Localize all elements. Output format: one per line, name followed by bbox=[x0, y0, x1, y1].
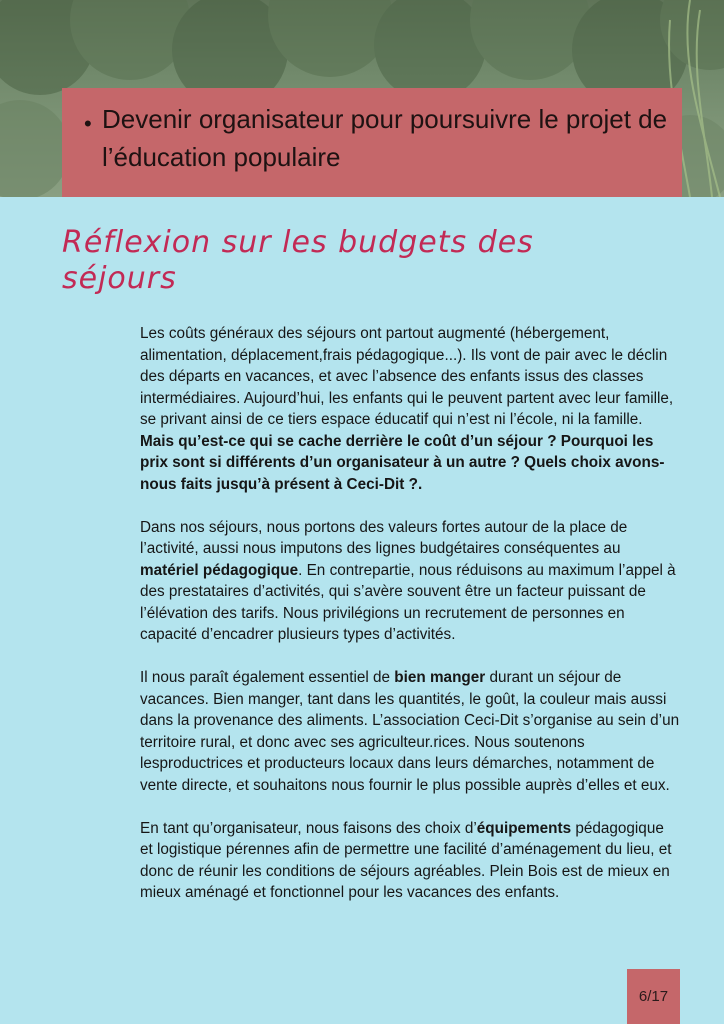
paragraph-intro bbox=[140, 323, 680, 495]
section-title: Réflexion sur les budgets des séjours bbox=[62, 225, 534, 296]
section-banner bbox=[62, 88, 682, 197]
paragraph-manger bbox=[140, 667, 680, 796]
banner-text: Devenir organisateur pour poursuivre le projet de l’éducation populaire bbox=[102, 104, 668, 172]
paragraph-intro-text: Les coûts généraux des séjours ont partout augmenté (hébergement, alimentation, déplacement,frais pédagogique...). Ils vont de pair avec le déclin des départs en vacances, et avec l’absence des enfants issus des classes intermédiaires. Aujourd’hui, les enfants qui le peuvent partent avec leur famille, se privant ainsi de ce tiers espace éducatif qui n’est ni l’école, ni la famille. bbox=[140, 325, 674, 428]
paragraph-equipements-bold: équipements bbox=[476, 819, 572, 837]
paragraph-materiel bbox=[140, 517, 680, 646]
body-text bbox=[140, 323, 680, 925]
paragraph-equipements bbox=[140, 818, 680, 904]
bullet-point: • bbox=[84, 111, 92, 136]
paragraph-manger-after: durant un séjour de vacances. Bien manger, tant dans les quantités, le goût, la couleur mais aussi dans la provenance des aliments. L’association Ceci-Dit s’organise au sein d’un territoire rural, et donc avec ses agriculteur.rices. Nous soutenons lesproductrices et producteurs locaux dans leurs démarches, notamment de vente directe, et souhaitons nous fournir le plus possible auprès d’elles et eux. bbox=[140, 669, 680, 794]
paragraph-materiel-after: . En contrepartie, nous réduisons au maximum l’appel à des prestataires d’activités, qui s’avère souvent être un facteur puissant de l’élévation des tarifs. Nous privilégions un recrutement de personnes en capacité d’encadrer plusieurs types d’activités. bbox=[140, 561, 676, 643]
paragraph-intro-question: Mais qu’est-ce qui se cache derrière le coût d’un séjour ? Pourquoi les prix sont si différents d’un organisateur à un autre ? Quels choix avons-nous faits jusqu’à présent à Ceci-Dit ?. bbox=[140, 432, 665, 493]
paragraph-manger-before: Il nous paraît également essentiel de bbox=[140, 669, 395, 686]
paragraph-materiel-before: Dans nos séjours, nous portons des valeurs fortes autour de la place de l’activité, aussi nous imputons des lignes budgétaires conséquentes au bbox=[140, 518, 628, 557]
paragraph-materiel-bold: matériel pédagogique bbox=[140, 561, 299, 579]
paragraph-equipements-before: En tant qu’organisateur, nous faisons des choix d’ bbox=[140, 819, 477, 837]
page-number: 6/17 bbox=[627, 969, 680, 1024]
paragraph-equipements-after: pédagogique et logistique pérennes afin de permettre une facilité d’aménagement du lieu, et donc de réunir les conditions de séjours agréables. Plein Bois est de mieux en mieux aménagé et fonctionnel pour les vacances des enfants. bbox=[140, 819, 672, 901]
paragraph-manger-bold: bien manger bbox=[394, 669, 486, 686]
